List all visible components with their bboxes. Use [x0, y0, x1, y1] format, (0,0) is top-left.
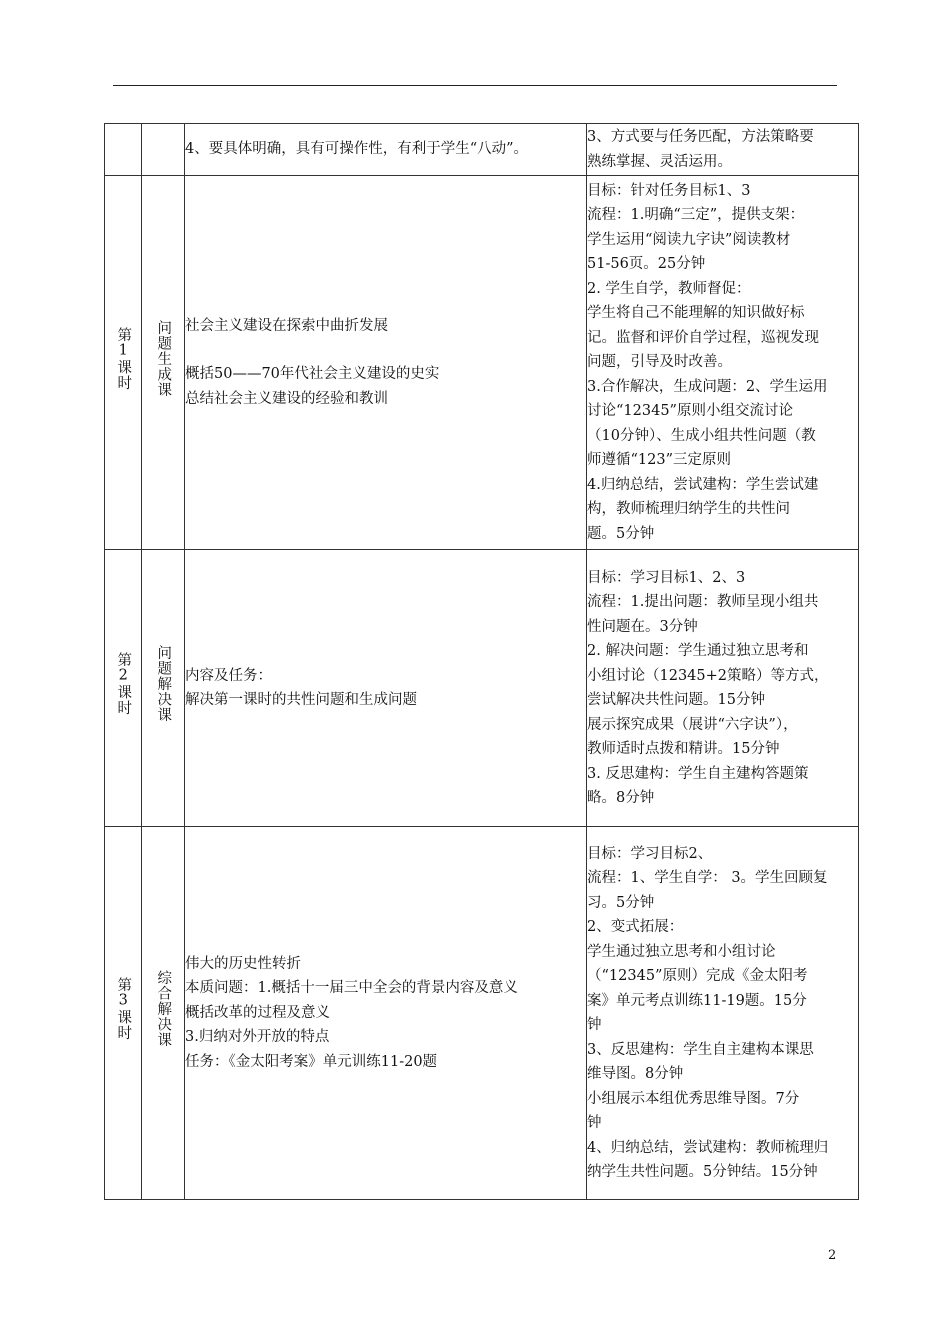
process-line: 流程：1、学生自学： 3。学生回顾复	[587, 870, 828, 886]
process-line: 4.归纳总结，尝试建构：学生尝试建	[587, 476, 819, 493]
process-line: 2. 解决问题：学生通过独立思考和	[587, 643, 809, 659]
process-line: （10分钟）、生成小组共性问题（教	[587, 427, 816, 444]
process-line: 目标：学习目标2、	[587, 845, 713, 862]
content-line: 任务：《金太阳考案》单元训练11-20题	[185, 1053, 438, 1070]
table-row	[105, 124, 859, 176]
process-line: 小组讨论（12345+2策略）等方式，	[587, 667, 829, 684]
type-cell: 综合解决课	[142, 827, 185, 1200]
type-cell: 问题生成课	[142, 176, 185, 550]
content-line: 3.归纳对外开放的特点	[185, 1029, 330, 1046]
process-line: 学生通过独立思考和小组讨论	[587, 943, 776, 960]
process-line: 2、变式拓展：	[587, 919, 684, 935]
process-cell	[587, 827, 859, 1200]
content-line: 总结社会主义建设的经验和教训	[185, 390, 388, 407]
process-line: 2. 学生自学，教师督促：	[587, 280, 751, 297]
process-line: 略。8分钟	[587, 790, 655, 806]
process-line: 3. 反思建构：学生自主建构答题策	[587, 765, 809, 782]
process-line: 习。5分钟	[587, 894, 655, 911]
process-line: 师遵循“123”三定原则	[587, 452, 732, 469]
content-cell	[185, 550, 587, 827]
period-cell: 第2课时	[105, 550, 142, 827]
content-line: 本质问题：1.概括十一届三中全会的背景内容及意义	[185, 980, 518, 997]
process-line: 小组展示本组优秀思维导图。7分	[587, 1090, 800, 1107]
table-row	[105, 176, 859, 550]
period-cell	[105, 124, 142, 176]
process-line: 目标：针对任务目标1、3	[587, 182, 751, 199]
process-line: 4、归纳总结，尝试建构：教师梳理归	[587, 1139, 829, 1156]
process-line: 3.合作解决，生成问题：2、学生运用	[587, 378, 828, 395]
content-line: 解决第一课时的共性问题和生成问题	[185, 692, 417, 708]
content-line: 社会主义建设在探索中曲折发展	[185, 317, 388, 334]
process-line: 钟	[587, 1115, 602, 1131]
process-line: 展示探究成果（展讲“六字诀”），	[587, 716, 798, 733]
process-line: 学生运用“阅读九字诀”阅读教材	[587, 231, 791, 248]
lesson-plan-table	[104, 123, 859, 1200]
process-line: 3、反思建构：学生自主建构本课思	[587, 1041, 814, 1058]
process-line: 51-56页。25分钟	[587, 256, 706, 273]
content-line: 内容及任务：	[185, 667, 272, 684]
process-line: 流程：1.明确“三定”，提供支架：	[587, 207, 805, 224]
period-cell: 第3课时	[105, 827, 142, 1200]
process-line: 尝试解决共性问题。15分钟	[587, 692, 765, 708]
process-line: 3、方式要与任务匹配，方法策略要	[587, 129, 814, 145]
process-line: （“12345”原则）完成《金太阳考	[587, 968, 808, 984]
page-number: 2	[828, 1248, 837, 1263]
process-line: 钟	[587, 1017, 602, 1033]
process-cell	[587, 124, 859, 176]
process-cell	[587, 176, 859, 550]
content-cell	[185, 176, 587, 550]
content-line: 4、要具体明确，具有可操作性，有利于学生“八动”。	[185, 141, 529, 158]
content-line: 伟大的历史性转折	[185, 955, 301, 972]
process-line: 记。监督和评价自学过程，巡视发现	[587, 329, 819, 346]
process-line: 流程：1.提出问题：教师呈现小组共	[587, 594, 819, 610]
header-rule	[113, 85, 837, 86]
content-line: 概括改革的过程及意义	[185, 1004, 330, 1021]
content-cell	[185, 124, 587, 176]
process-line: 学生将自己不能理解的知识做好标	[587, 305, 805, 322]
period-cell: 第1课时	[105, 176, 142, 550]
process-line: 纳学生共性问题。5分钟结。15分钟	[587, 1164, 818, 1180]
process-line: 教师适时点拨和精讲。15分钟	[587, 741, 780, 757]
content-spacer	[185, 338, 586, 362]
process-cell	[587, 550, 859, 827]
process-line: 问题，引导及时改善。	[587, 354, 732, 371]
process-line: 熟练掌握、灵活运用。	[587, 153, 732, 170]
table-row	[105, 550, 859, 827]
table-row	[105, 827, 859, 1200]
type-cell: 问题解决课	[142, 550, 185, 827]
content-cell	[185, 827, 587, 1200]
process-line: 案》单元考点训练11-19题。15分	[587, 992, 807, 1009]
process-line: 题。5分钟	[587, 525, 655, 542]
content-line: 概括50——70年代社会主义建设的史实	[185, 366, 440, 383]
process-line: 目标：学习目标1、2、3	[587, 569, 746, 586]
process-line: 性问题在。3分钟	[587, 618, 698, 635]
process-line: 维导图。8分钟	[587, 1066, 684, 1082]
process-line: 讨论“12345”原则小组交流讨论	[587, 403, 793, 420]
process-line: 构，教师梳理归纳学生的共性问	[587, 501, 790, 518]
type-cell	[142, 124, 185, 176]
